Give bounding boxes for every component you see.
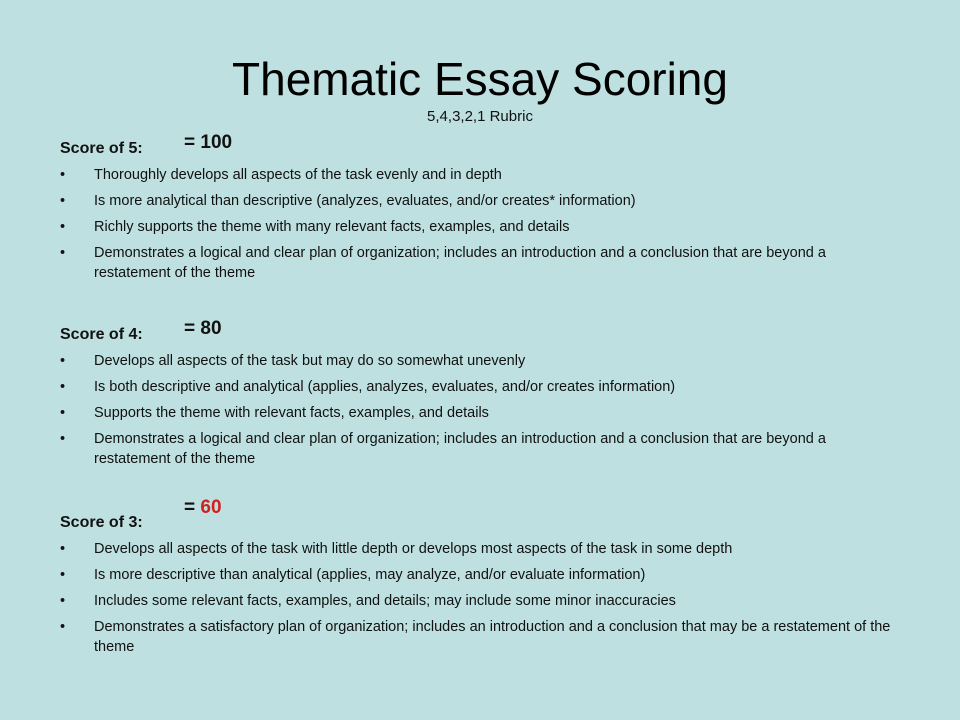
criteria-text: Demonstrates a logical and clear plan of organization; includes an introduction and a conclusion that are beyond a restatement of the theme [94,245,826,281]
score-3-label: Score of 3: [60,514,143,531]
criteria-item [60,591,894,611]
criteria-text: Thoroughly develops all aspects of the task evenly and in depth [94,167,502,183]
score-4-label: Score of 4: [60,326,143,343]
score-4-heading [60,318,940,345]
score-3-equivalent [184,497,222,519]
criteria-text: Demonstrates a logical and clear plan of organization; includes an introduction and a conclusion that are beyond a restatement of the theme [94,431,826,467]
bullet-icon: • [60,593,66,609]
bullet-icon: • [60,405,66,421]
criteria-text: Demonstrates a satisfactory plan of organization; includes an introduction and a conclusion that may be a restatement of the theme [94,619,891,655]
score-4-criteria [60,351,940,469]
criteria-item [60,217,894,237]
score-5-section [60,132,940,283]
criteria-text: Includes some relevant facts, examples, and details; may include some minor inaccuracies [94,593,676,609]
slide-title: Thematic Essay Scoring [232,53,728,105]
criteria-text: Is more analytical than descriptive (analyzes, evaluates, and/or creates* information) [94,193,636,209]
criteria-item [60,617,894,657]
bullet-icon: • [60,541,66,557]
criteria-item [60,539,894,559]
criteria-text: Richly supports the theme with many relevant facts, examples, and details [94,219,570,235]
bullet-icon: • [60,619,66,635]
criteria-item [60,429,894,469]
bullet-icon: • [60,193,66,209]
score-5-equivalent: = 100 [184,132,233,153]
slide-subtitle: 5,4,3,2,1 Rubric [427,108,533,125]
criteria-text: Is both descriptive and analytical (applies, analyzes, evaluates, and/or creates information) [94,379,676,395]
bullet-icon: • [60,431,66,447]
bullet-icon: • [60,379,66,395]
score-5-heading [60,132,940,159]
bullet-icon: • [60,353,66,369]
score-3-value-highlight: 60 [200,497,222,518]
criteria-text: Supports the theme with relevant facts, examples, and details [94,405,489,421]
score-3-section [60,497,940,657]
criteria-item [60,243,894,283]
score-3-equals: = [184,497,196,518]
criteria-item [60,351,894,371]
bullet-icon: • [60,167,66,183]
score-5-criteria [60,165,940,283]
bullet-icon: • [60,567,66,583]
score-3-heading [60,497,940,533]
score-4-equivalent: = 80 [184,318,222,339]
criteria-text: Is more descriptive than analytical (applies, may analyze, and/or evaluate information) [94,567,646,583]
criteria-item [60,191,894,211]
criteria-item [60,165,894,185]
criteria-item [60,377,894,397]
criteria-text: Develops all aspects of the task with little depth or develops most aspects of the task in some depth [94,541,733,557]
criteria-text: Develops all aspects of the task but may do so somewhat unevenly [94,353,526,369]
bullet-icon: • [60,245,66,261]
score-3-criteria [60,539,940,657]
criteria-item [60,403,894,423]
criteria-item [60,565,894,585]
score-5-label: Score of 5: [60,140,143,157]
score-4-section [60,318,940,469]
bullet-icon: • [60,219,66,235]
